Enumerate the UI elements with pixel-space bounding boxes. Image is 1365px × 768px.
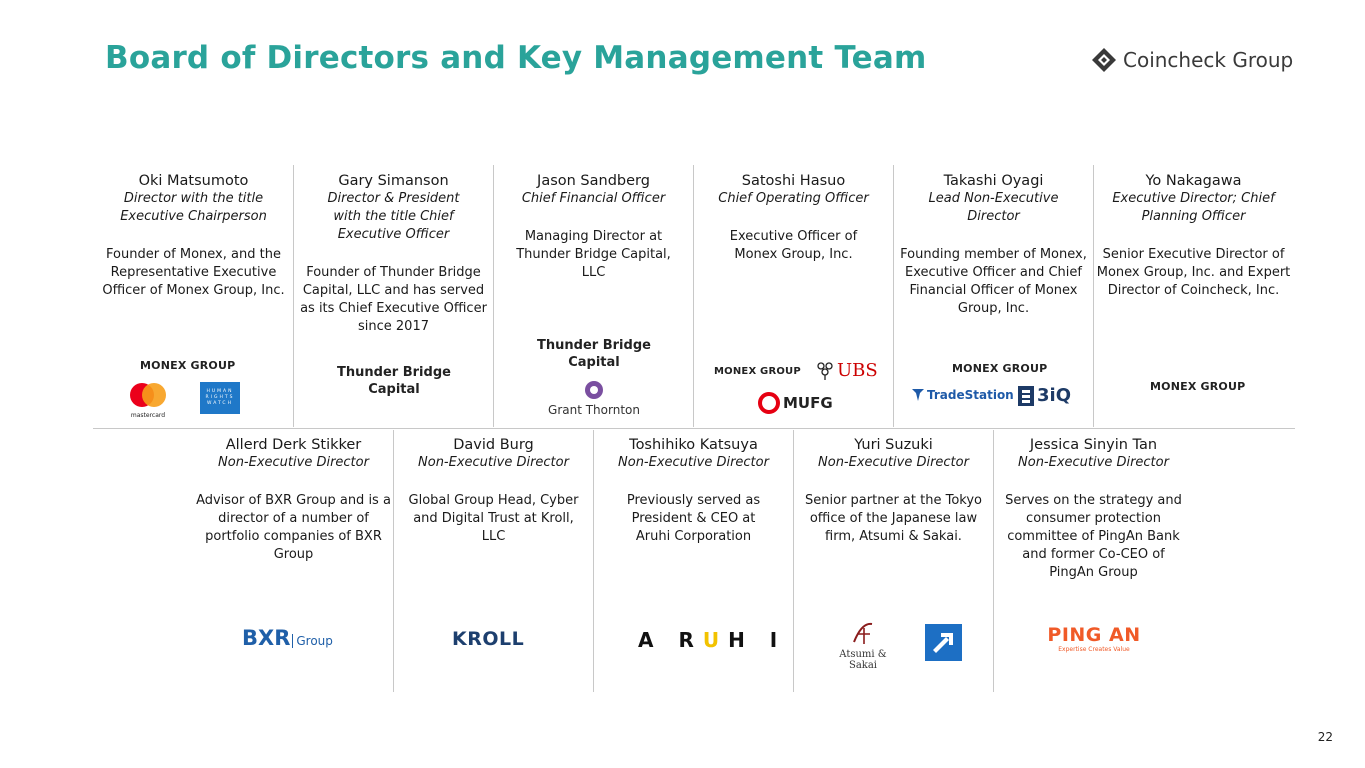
ubs-keys-icon: [816, 361, 834, 381]
director-card: [194, 436, 393, 692]
director-description: Managing Director at Thunder Bridge Capital, LLC: [516, 229, 671, 280]
director-role: Non-Executive Director: [818, 455, 969, 470]
director-name: Yuri Suzuki: [854, 437, 933, 453]
atsumi-sakai-emblem-icon: [848, 620, 878, 646]
director-description: Founding member of Monex, Executive Officer and Chief Financial Officer of Monex Group, Inc.: [900, 247, 1087, 316]
director-description: Senior Executive Director of Monex Group, Inc. and Expert Director of Coincheck, Inc.: [1096, 247, 1291, 298]
mastercard-logo: [128, 382, 168, 419]
director-description: Senior partner at the Tokyo office of the Japanese law firm, Atsumi & Sakai.: [805, 493, 982, 544]
mastercard-icon: [128, 382, 168, 408]
director-name: David Burg: [453, 437, 534, 453]
director-card: [294, 172, 493, 428]
director-card: [394, 436, 593, 692]
director-role: Non-Executive Director: [218, 455, 369, 470]
kroll-logo: KROLL: [452, 628, 525, 650]
pingan-tagline: Expertise Creates Value: [1058, 646, 1130, 653]
director-name: Jessica Sinyin Tan: [1029, 437, 1158, 453]
mastercard-wordmark: mastercard: [130, 412, 166, 419]
diagonal-arrow-icon: [925, 624, 962, 661]
director-role: Chief Financial Officer: [521, 191, 666, 206]
arrow-square-logo: [925, 624, 962, 661]
director-name: Yo Nakagawa: [1145, 173, 1242, 189]
aruhi-logo: [638, 628, 786, 652]
brand-logo: [1091, 44, 1293, 76]
aruhi-wordmark-u: U: [702, 628, 729, 652]
director-role: Non-Executive Director: [1018, 455, 1169, 470]
coincheck-diamond-icon: [1091, 47, 1117, 73]
director-role: Non-Executive Director: [418, 455, 569, 470]
grant-thornton-logo: [544, 380, 644, 417]
thunder-bridge-logo: Thunder Bridge Capital: [337, 365, 451, 397]
ubs-wordmark: UBS: [837, 360, 878, 381]
atsumi-sakai-wordmark: Atsumi & Sakai: [839, 649, 887, 671]
ubs-logo: [816, 360, 878, 381]
grant-thornton-wordmark: Grant Thornton: [548, 403, 640, 417]
director-card: [994, 436, 1193, 692]
director-name: Oki Matsumoto: [138, 173, 249, 189]
director-role: Chief Operating Officer: [718, 191, 869, 206]
director-description: Global Group Head, Cyber and Digital Trust at Kroll, LLC: [408, 493, 579, 544]
3iq-wordmark: 3iQ: [1037, 385, 1071, 406]
director-name: Allerd Derk Stikker: [225, 437, 362, 453]
director-role: Non-Executive Director: [618, 455, 769, 470]
bxr-wordmark: BXR: [242, 626, 291, 650]
3iq-block-icon: [1018, 386, 1034, 406]
director-card: [594, 436, 793, 692]
director-card: [1094, 172, 1293, 428]
monex-group-logo: MONEX GROUP: [952, 362, 1048, 375]
director-card: [494, 172, 693, 428]
director-role: Lead Non-Executive Director: [928, 191, 1059, 224]
director-name: Jason Sandberg: [537, 173, 650, 189]
director-name: Satoshi Hasuo: [741, 173, 846, 189]
page-title: Board of Directors and Key Management Team: [105, 40, 927, 76]
aruhi-wordmark-end: H I: [728, 628, 787, 652]
director-card: [794, 436, 993, 692]
pingan-logo: [1042, 624, 1146, 653]
director-description: Executive Officer of Monex Group, Inc.: [729, 229, 858, 262]
director-card: [894, 172, 1093, 428]
director-description: Previously served as President & CEO at Aruhi Corporation: [626, 493, 761, 544]
thunder-bridge-logo: Thunder Bridge Capital: [537, 338, 651, 370]
director-name: Toshihiko Katsuya: [629, 437, 758, 453]
grant-thornton-icon: [584, 380, 604, 400]
aruhi-wordmark-start: A R: [638, 628, 703, 652]
monex-group-logo: MONEX GROUP: [140, 359, 236, 372]
tradestation-logo: [912, 388, 1014, 402]
director-card: [694, 172, 893, 428]
divider-horizontal: [93, 428, 1295, 429]
bxr-group-wordmark: Group: [292, 634, 333, 648]
director-role: Executive Director; Chief Planning Officer: [1112, 191, 1275, 224]
mufg-circle-icon: [758, 392, 780, 414]
3iq-logo: [1018, 385, 1071, 406]
bxr-group-logo: [242, 626, 333, 650]
tradestation-icon: [912, 389, 924, 401]
director-card: [94, 172, 293, 428]
director-role: Director with the title Executive Chairperson: [120, 191, 267, 224]
monex-group-logo: MONEX GROUP: [714, 366, 801, 377]
director-description: Serves on the strategy and consumer protection committee of PingAn Bank and former Co-CEO of PingAn Group: [1005, 493, 1182, 580]
mufg-wordmark: MUFG: [783, 394, 833, 412]
mufg-logo: [758, 392, 833, 414]
brand-name: Coincheck Group: [1123, 48, 1294, 72]
pingan-wordmark: PING AN: [1047, 624, 1141, 646]
monex-group-logo: MONEX GROUP: [1150, 380, 1246, 393]
director-description: Advisor of BXR Group and is a director of a number of portfolio companies of BXR Group: [196, 493, 391, 562]
director-name: Gary Simanson: [338, 173, 449, 189]
human-rights-watch-logo: [200, 382, 240, 414]
tradestation-wordmark: TradeStation: [927, 388, 1014, 402]
director-role: Director & President with the title Chief Executive Officer: [327, 191, 460, 242]
director-name: Takashi Oyagi: [943, 173, 1044, 189]
director-description: Founder of Monex, and the Representative Executive Officer of Monex Group, Inc.: [102, 247, 285, 298]
page-number: 22: [1317, 730, 1333, 744]
director-description: Founder of Thunder Bridge Capital, LLC and has served as its Chief Executive Officer since 2017: [300, 265, 487, 334]
human-rights-watch-wordmark: HUMAN RIGHTS WATCH: [205, 389, 235, 406]
atsumi-sakai-logo: [828, 620, 898, 671]
